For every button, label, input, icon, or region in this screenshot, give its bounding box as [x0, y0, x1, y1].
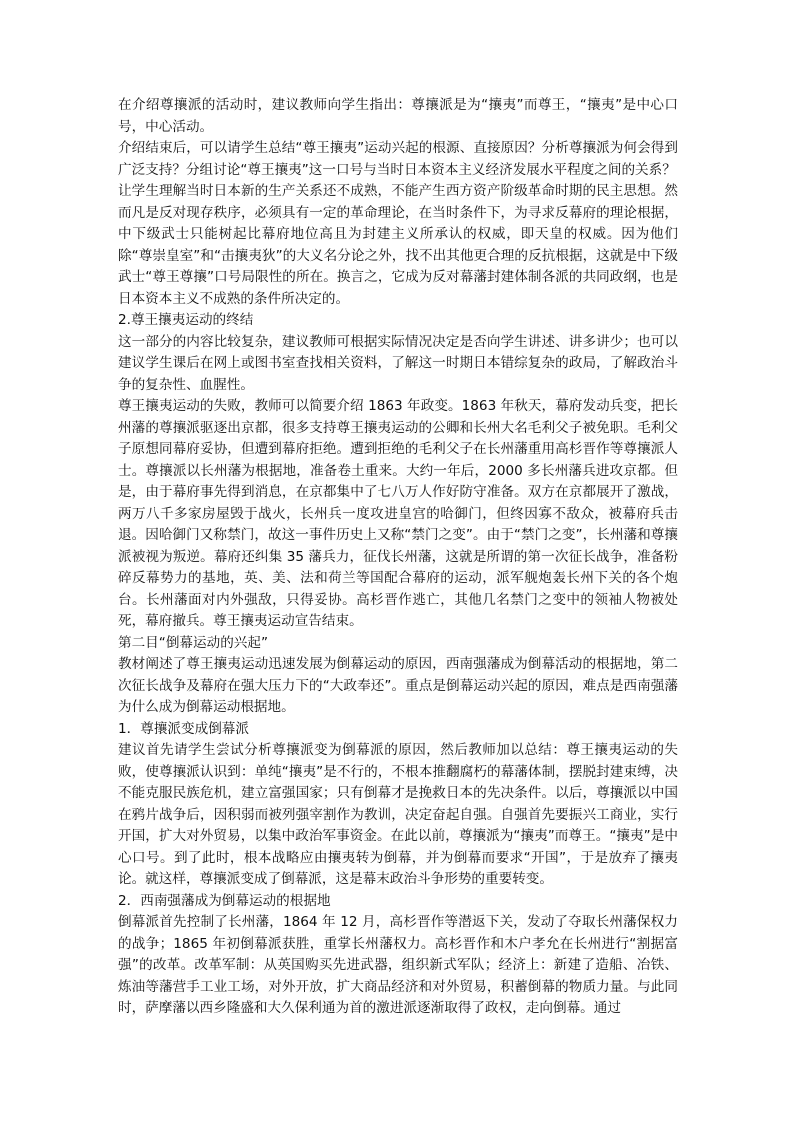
section-heading-transformation: 1．尊攘派变成倒幕派: [118, 720, 249, 737]
paragraph-limitations: 让学生理解当时日本新的生产关系还不成熟，不能产生西方资产阶级革命时期的民主思想。然而凡是反对现存秩序，必须具有一定的革命理论，在当时条件下，为寻求反幕府的理论根据，中下级武士只能树起比幕府地位高且为封建主义所承认的权威，即天皇的权威。因为他们除“尊崇皇室”和“击攘夷狄”的大义名分论之外，找不出其他更合理的反抗根据，这就是中下级武士“尊王尊攘”口号局限性的所在。换言之，它成为反对幕藩封建体制各派的共同政纲，也是日本资本主义不成熟的条件所决定的。: [118, 183, 678, 307]
document-body: [118, 95, 678, 1020]
paragraph-1863-coup: 尊王攘夷运动的失败，教师可以简要介绍 1863 年政变。1863 年秋天，幕府发动兵变，把长州藩的尊攘派驱逐出京都，很多支持尊王攘夷运动的公卿和长州大名毛利父子被免职。毛利父子原想同幕府妥协，但遭到幕府拒绝。遭到拒绝的毛利父子在长州藩重用高杉晋作等尊攘派人士。尊攘派以长州藩为根据地，准备卷土重来。大约一年后，2000 多长州藩兵进攻京都。但是，由于幕府事先得到消息，在京都集中了七八万人作好防守准备。双方在京都展开了激战，两万八千多家房屋毁于战火，长州兵一度攻进皇宫的哈御门，但终因寡不敌众，被幕府兵击退。因哈御门又称禁门，故这一事件历史上又称“禁门之变”。由于“禁门之变”，长州藩和尊攘派被视为叛逆。幕府还纠集 35 藩兵力，征伐长州藩，这就是所谓的第一次征长战争，准备粉碎反幕势力的基地，英、美、法和荷兰等国配合幕府的运动，派军舰炮轰长州下关的各个炮台。长州藩面对内外强敌，只得妥协。高杉晋作逃亡，其他几名禁门之变中的领袖人物被处死，幕府撤兵。尊王攘夷运动宣告结束。: [118, 398, 678, 629]
paragraph-textbook-overview: 教材阐述了尊王攘夷运动迅速发展为倒幕运动的原因，西南强藩成为倒幕活动的根据地，第二次征长战争及幕府在强大压力下的“大政奉还”。重点是倒幕运动兴起的原因，难点是西南强藩为什么成为倒幕运动根据地。: [118, 656, 678, 715]
section-heading-rise-of-shogunate-overthrow: 第二目“倒幕运动的兴起”: [118, 634, 269, 651]
section-heading-end-of-movement: 2.尊王攘夷运动的终结: [118, 312, 254, 328]
section-heading-southwest-domains: 2．西南强藩成为倒幕运动的根据地: [118, 892, 331, 909]
paragraph-zunrang-intro: 在介绍尊攘派的活动时，建议教师向学生指出：尊攘派是为“攘夷”而尊王，“攘夷”是中心口号，中心活动。: [118, 97, 678, 135]
paragraph-discussion-questions: 介绍结束后，可以请学生总结“尊王攘夷”运动兴起的根源、直接原因？分析尊攘派为何会得到广泛支持？分组讨论“尊王攘夷”这一口号与当时日本资本主义经济发展水平程度之间的关系？: [118, 140, 678, 178]
paragraph-transformation-analysis: 建议首先请学生尝试分析尊攘派变为倒幕派的原因，然后教师加以总结：尊王攘夷运动的失败，使尊攘派认识到：单纯“攘夷”是不行的，不根本推翻腐朽的幕藩体制，摆脱封建束缚，决不能克服民族危机，建立富强国家；只有倒幕才是挽救日本的先决条件。以后，尊攘派以中国在鸦片战争后，因积弱而被列强宰割作为教训，决定奋起自强。自强首先要振兴工商业，实行开国，扩大对外贸易，以集中政治军事资金。在此以前，尊攘派为“攘夷”而尊王。“攘夷”是中心口号。到了此时，根本战略应由攘夷转为倒幕，并为倒幕而要求“开国”，于是放弃了攘夷论。就这样，尊攘派变成了倒幕派，这是幕末政治斗争形势的重要转变。: [118, 742, 678, 887]
paragraph-choshu-reform: 倒幕派首先控制了长州藩，1864 年 12 月，高杉晋作等潜返下关，发动了夺取长州藩保权力的战争；1865 年初倒幕派获胜，重掌长州藩权力。高杉晋作和木户孝允在长州进行“割据富强”的改革。改革军制：从英国购买先进武器，组织新式军队；经济上：新建了造船、冶铁、炼油等藩营手工业工场，对外开放，扩大商品经济和对外贸易，积蓄倒幕的物质力量。与此同时，萨摩藩以西乡隆盛和大久保利通为首的激进派逐渐取得了政权，走向倒幕。通过: [118, 914, 678, 1016]
paragraph-teaching-suggestion: 这一部分的内容比较复杂，建议教师可根据实际情况决定是否向学生讲述、讲多讲少；也可以建议学生课后在网上或图书室查找相关资料，了解这一时期日本错综复杂的政局，了解政治斗争的复杂性、血腥性。: [118, 333, 678, 393]
